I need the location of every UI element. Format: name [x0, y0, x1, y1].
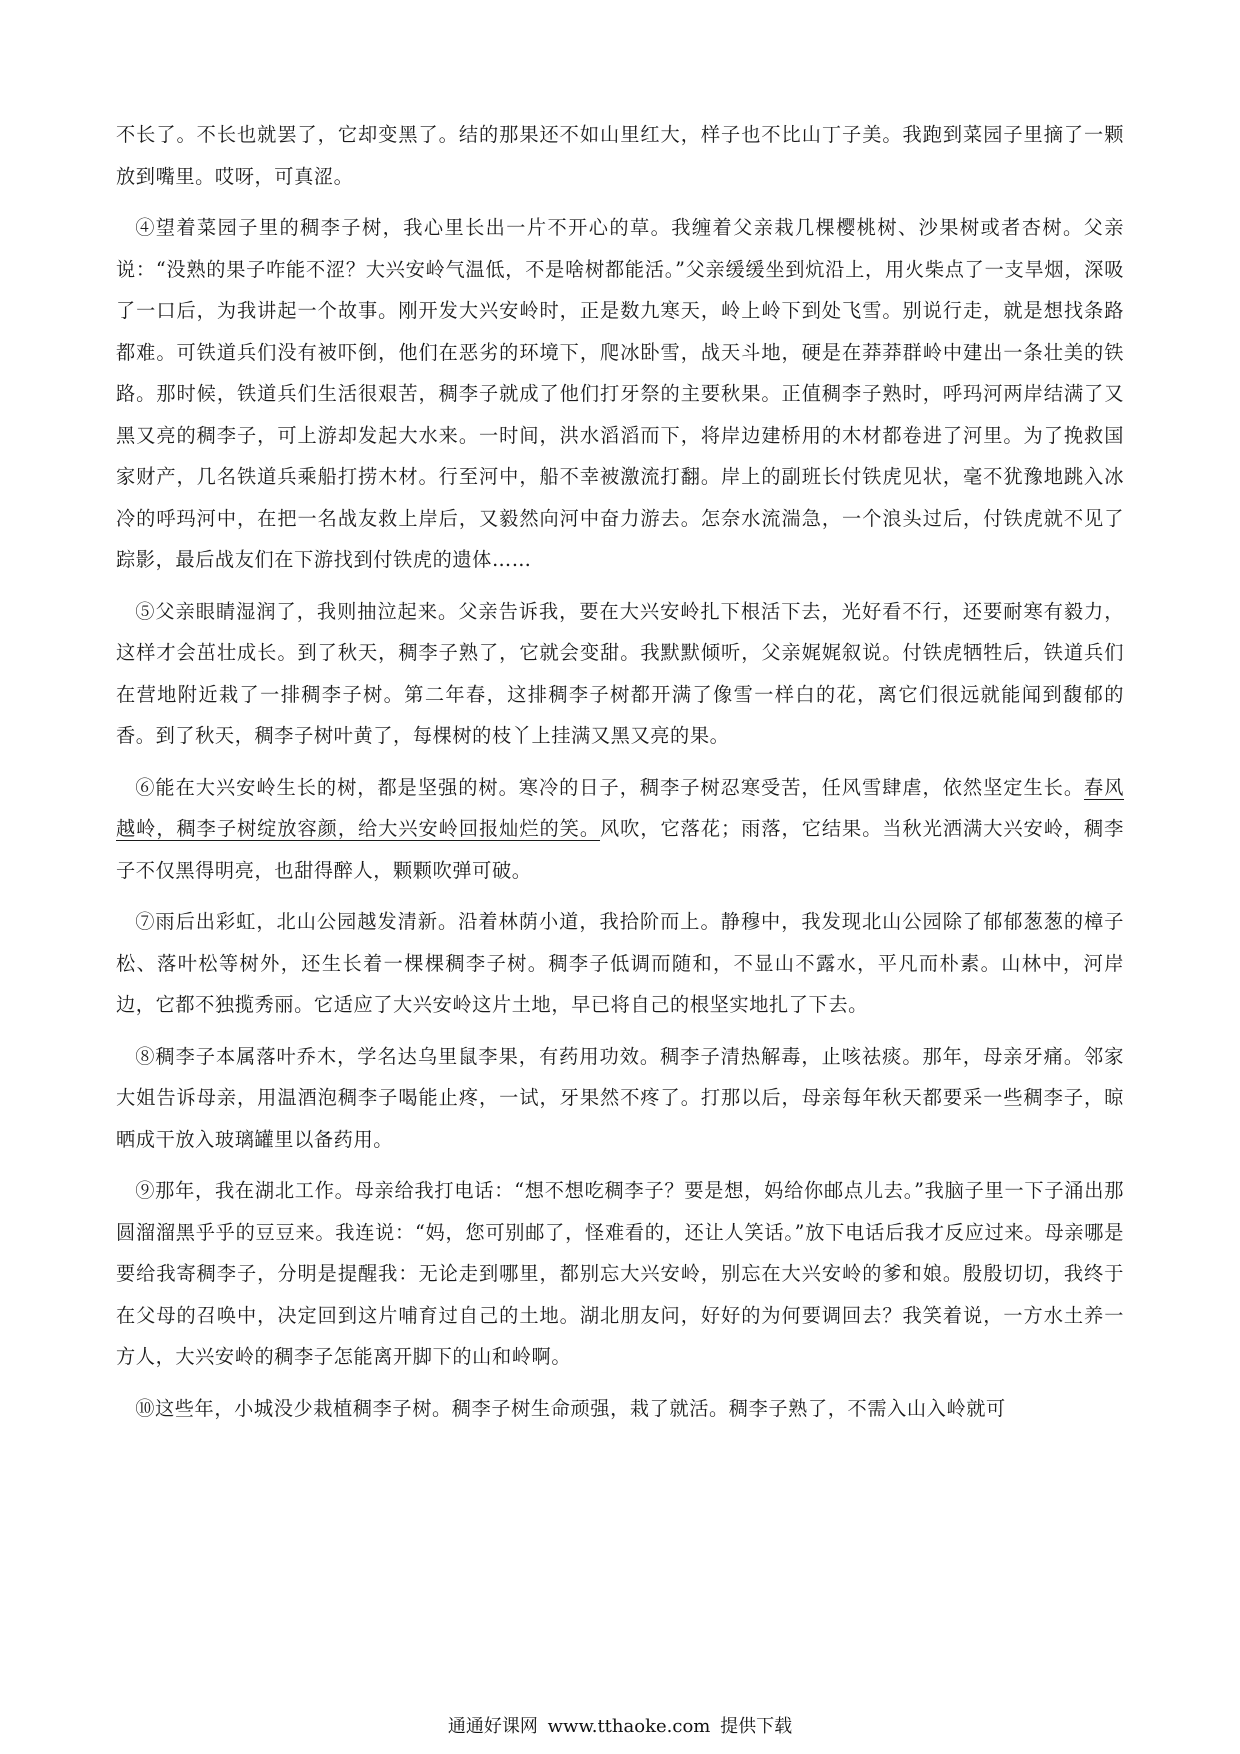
paragraph-3-continued: 不长了。不长也就罢了，它却变黑了。结的那果还不如山里红大，样子也不比山丁子美。我跑到菜园子里摘了一颗放到嘴里。哎呀，可真涩。 [116, 123, 1124, 188]
paragraph-5: ⑤父亲眼睛湿润了，我则抽泣起来。父亲告诉我，要在大兴安岭扎下根活下去，光好看不行，还要耐寒有毅力，这样才会茁壮成长。到了秋天，稠李子熟了，它就会变甜。我默默倾听，父亲娓娓叙说。付铁虎牺牲后，铁道兵们在营地附近栽了一排稠李子树。第二年春，这排稠李子树都开满了像雪一样白的花，离它们很远就能闻到馥郁的香。到了秋天，稠李子树叶黄了，每棵树的枝丫上挂满又黑又亮的果。 [116, 599, 1124, 747]
footer-site-name: 通通好课网 [447, 1716, 538, 1737]
paragraph-6-end: 风吹，它落花；雨落，它结果。当秋光洒满大兴安岭，稠李子不仅黑得明亮，也甜得醉人，颗颗吹弹可破。 [116, 817, 1124, 882]
underlined-sentence: 春风越岭，稠李子树绽放容颜，给大兴安岭回报灿烂的笑。 [116, 775, 1125, 840]
footer-suffix: 提供下载 [720, 1716, 793, 1737]
paragraph-10: ⑩这些年，小城没少栽植稠李子树。稠李子树生命顽强，栽了就活。稠李子熟了，不需入山入岭就可 [135, 1396, 1006, 1420]
page-footer [0, 1712, 1240, 1738]
paragraph-8: ⑧稠李子本属落叶乔木，学名达乌里鼠李果，有药用功效。稠李子清热解毒，止咳祛痰。那年，母亲牙痛。邻家大姐告诉母亲，用温酒泡稠李子喝能止疼，一试，牙果然不疼了。打那以后，母亲每年秋天都要采一些稠李子，晾晒成干放入玻璃罐里以备药用。 [116, 1044, 1124, 1151]
paragraph-7: ⑦雨后出彩虹，北山公园越发清新。沿着林荫小道，我拾阶而上。静穆中，我发现北山公园除了郁郁葱葱的樟子松、落叶松等树外，还生长着一棵棵稠李子树。稠李子低调而随和，不显山不露水，平凡而朴素。山林中，河岸边，它都不独揽秀丽。它适应了大兴安岭这片土地，早已将自己的根坚实地扎了下去。 [116, 910, 1124, 1016]
paragraph-4: ④望着菜园子里的稠李子树，我心里长出一片不开心的草。我缠着父亲栽几棵樱桃树、沙果树或者杏树。父亲说：“没熟的果子咋能不涩？大兴安岭气温低，不是啥树都能活。”父亲缓缓坐到炕沿上，用火柴点了一支旱烟，深吸了一口后，为我讲起一个故事。刚开发大兴安岭时，正是数九寒天，岭上岭下到处飞雪。别说行走，就是想找条路都难。可铁道兵们没有被吓倒，他们在恶劣的环境下，爬冰卧雪，战天斗地，硬是在莽莽群岭中建出一条壮美的铁路。那时候，铁道兵们生活很艰苦，稠李子就成了他们打牙祭的主要秋果。正值稠李子熟时，呼玛河两岸结满了又黑又亮的稠李子，可上游却发起大水来。一时间，洪水滔滔而下，将岸边建桥用的木材都卷进了河里。为了挽救国家财产，几名铁道兵乘船打捞木材。行至河中，船不幸被激流打翻。岸上的副班长付铁虎见状，毫不犹豫地跳入冰冷的呼玛河中，在把一名战友救上岸后，又毅然向河中奋力游去。怎奈水流湍急，一个浪头过后，付铁虎就不见了踪影，最后战友们在下游找到付铁虎的遗体…… [116, 216, 1124, 571]
article-body [116, 114, 1124, 1439]
paragraph-6-start: ⑥能在大兴安岭生长的树，都是坚强的树。寒冷的日子，稠李子树忍寒受苦，任风雪肆虐，依然坚定生长。 [135, 775, 1085, 799]
footer-url[interactable]: www.tthaoke.com [547, 1716, 711, 1737]
paragraph-6 [116, 767, 1124, 892]
paragraph-9: ⑨那年，我在湖北工作。母亲给我打电话：“想不想吃稠李子？要是想，妈给你邮点儿去。”我脑子里一下子涌出那圆溜溜黑乎乎的豆豆来。我连说：“妈，您可别邮了，怪难看的，还让人笑话。”放下电话后我才反应过来。母亲哪是要给我寄稠李子，分明是提醒我：无论走到哪里，都别忘大兴安岭，别忘在大兴安岭的爹和娘。殷殷切切，我终于在父母的召唤中，决定回到这片哺育过自己的土地。湖北朋友问，好好的为何要调回去？我笑着说，一方水土养一方人，大兴安岭的稠李子怎能离开脚下的山和岭啊。 [116, 1179, 1124, 1368]
